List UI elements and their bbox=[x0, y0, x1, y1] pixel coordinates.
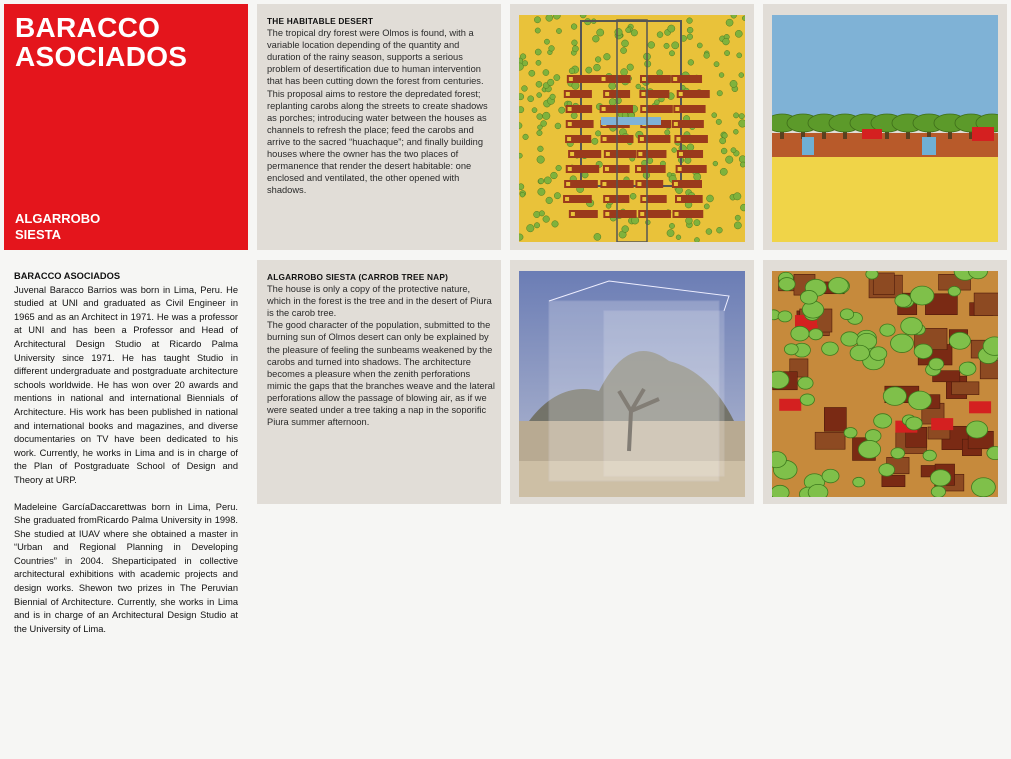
photo-image bbox=[510, 260, 754, 504]
siesta-p1: The house is only a copy of the protective nature, which in the forest is the tree and in the desert of Piura is the carob tree. bbox=[267, 284, 492, 319]
bio-heading: BARACCO ASOCIADOS bbox=[14, 271, 121, 281]
siesta-panel bbox=[257, 260, 501, 504]
street-section-drawing bbox=[772, 15, 998, 242]
carob-tree-photo bbox=[519, 271, 745, 497]
site-plan-drawing bbox=[519, 15, 745, 242]
habitable-desert-p2: This proposal aims to restore the depredated forest; replanting carobs along the streets to create shadows as porches; introducing water between the houses as channels to refresh the place; feed the carobs and arrive to the sacred “huachaque”; and finally building houses where the owner has the two places of permanence that render the desert habitable: one enclosed and ventilated, the other opened with shadows. bbox=[267, 88, 488, 196]
siesta-title: ALGARROBO SIESTA (CARROB TREE NAP) bbox=[267, 272, 449, 282]
habitable-desert-p1: The tropical dry forest were Olmos is found, with a variable location depending of the quantity and duration of the rainy season, supports a serious problem of desertification due to human intervention that has been cutting down the forest from centuries. bbox=[267, 28, 484, 87]
axonometric-drawing bbox=[772, 271, 998, 497]
habitable-desert-title: THE HABITABLE DESERT bbox=[267, 16, 374, 26]
brand-panel bbox=[4, 4, 248, 250]
project-title: ALGARROBO SIESTA bbox=[15, 211, 101, 242]
habitable-desert-panel bbox=[257, 4, 501, 250]
bio-paragraph-garcia: Madeleine GarcíaDaccarettwas born in Lima, Peru. She graduated fromRicardo Palma University in 1998. She studied at IUAV where she obtained a master in “Urban and Regional Planning in Developing Countries” in 2004. Sheparticipated in collective architectural exhibitions with academic projects and design works. Shewon two prizes in The Peruvian Biennial of Architecture. Currently, she works in Lima and is in charge of an Architectural Design Studio at the University of Lima. bbox=[14, 501, 238, 634]
biography bbox=[14, 270, 238, 636]
siesta-p2: The good character of the population, submitted to the burning sun of Olmos desert can only be explained by the pleasure of feeling the sunbeams weakened by the carobs and turned into shadows. The architecture becomes a pleasure when the zenith perforations mimic the gaps that the branches weave and the lateral perforations allow the passage of blowing air, as if we were seated under a tree taking a nap in the soporific Piura summer afternoon. bbox=[267, 320, 495, 428]
brand-title: BARACCO ASOCIADOS bbox=[15, 12, 188, 72]
bio-paragraph-baracco: Juvenal Baracco Barrios was born in Lima, Peru. He studied at UNI and graduated as Civil Engineer in 1965 and as an Architect in 1971. He was a professor at UNI and has been a Professor and Head of Architectural Design Studio at Ricardo Palma University since 1971. He has taught Studio in different undergraduate and postgraduate architecture schools worldwide. He has won over 20 awards and mentions in national and international Biennials of Architecture. His work has been published in national and international books and magazines, and diverse documentaries on TV have been dedicated to his work. Currently, he works in Lima and is in charge of the Plan of Postgraduate School of Design and Theory at URP. bbox=[14, 284, 238, 485]
section-image bbox=[763, 4, 1007, 250]
axonometric-image bbox=[763, 260, 1007, 504]
site-plan-image bbox=[510, 4, 754, 250]
